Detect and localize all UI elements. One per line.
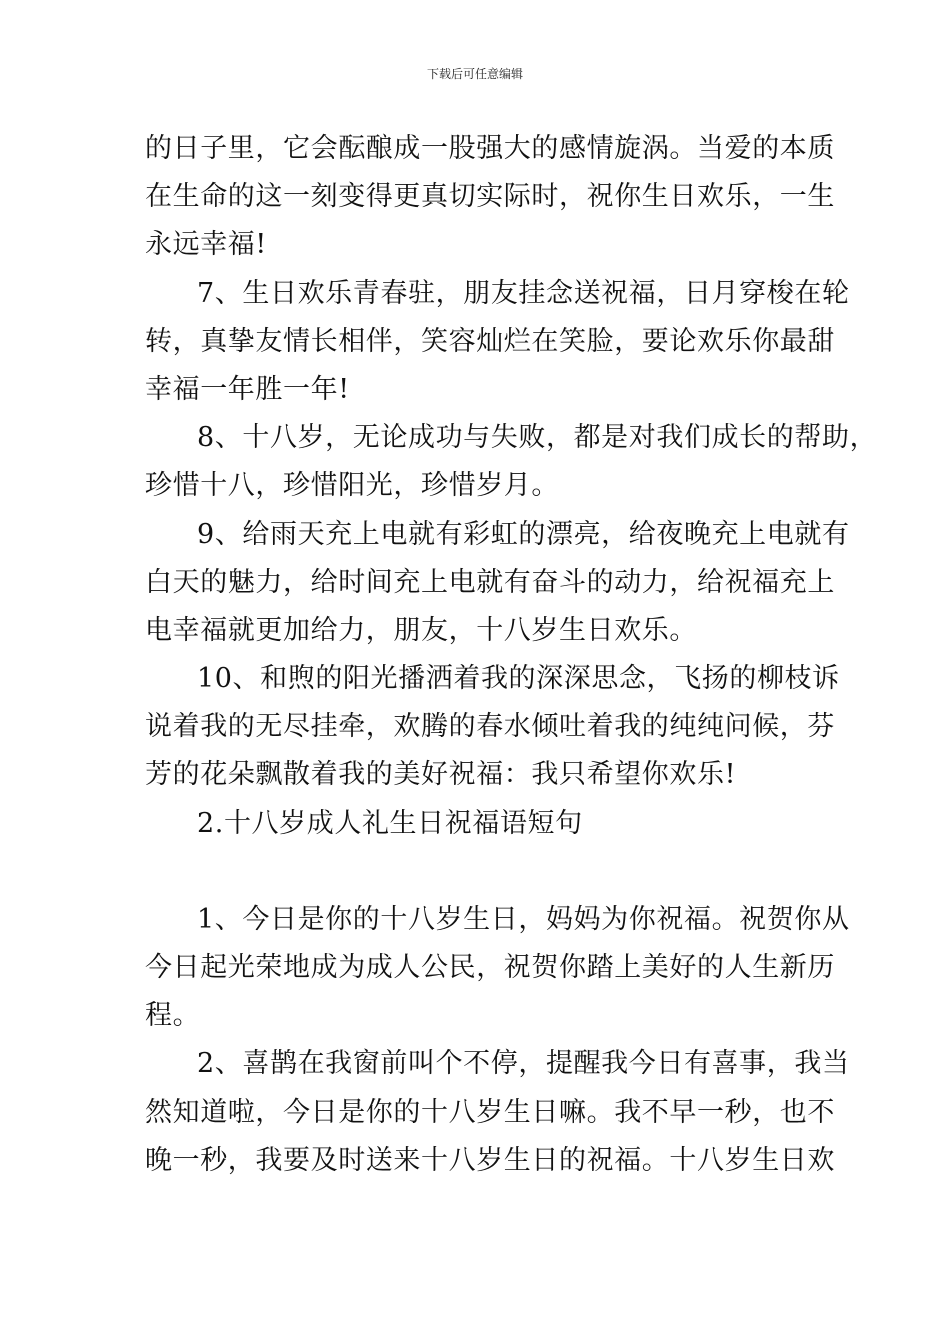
- text-line: 然知道啦，今日是你的十八岁生日嘛。我不早一秒，也不: [145, 1096, 835, 1128]
- text-line: 珍惜十八，珍惜阳光，珍惜岁月。: [145, 470, 559, 502]
- text-line: 程。: [145, 1000, 201, 1032]
- paragraph-9-start: 9、给雨天充上电就有彩虹的漂亮，给夜晚充上电就有: [197, 518, 850, 550]
- paragraph-8-start: 8、十八岁，无论成功与失败，都是对我们成长的帮助，: [197, 422, 878, 454]
- text-line: 转，真挚友情长相伴，笑容灿烂在笑脸，要论欢乐你最甜: [145, 325, 835, 357]
- text-line: 芳的花朵飘散着我的美好祝福：我只希望你欢乐!: [145, 759, 737, 791]
- text-line: 晚一秒，我要及时送来十八岁生日的祝福。十八岁生日欢: [145, 1144, 835, 1176]
- paragraph-1-start: 1、今日是你的十八岁生日，妈妈为你祝福。祝贺你从: [197, 903, 850, 935]
- blank-line: [145, 848, 815, 896]
- text-line: 白天的魅力，给时间充上电就有奋斗的动力，给祝福充上: [145, 566, 835, 598]
- document-body: [145, 125, 878, 1185]
- page-header-note: 下载后可任意编辑: [426, 67, 523, 81]
- paragraph-10-start: 10、和煦的阳光播洒着我的深深思念，飞扬的柳枝诉: [197, 663, 840, 695]
- text-line: 电幸福就更加给力，朋友，十八岁生日欢乐。: [145, 614, 697, 646]
- text-line: 幸福一年胜一年!: [145, 373, 350, 405]
- text-line: 今日起光荣地成为成人公民，祝贺你踏上美好的人生新历: [145, 952, 835, 983]
- text-line: 说着我的无尽挂牵，欢腾的春水倾吐着我的纯纯问候，芬: [145, 711, 835, 743]
- text-line: 永远幸福!: [145, 229, 267, 261]
- text-line: 的日子里，它会酝酿成一股强大的感情旋涡。当爱的本质: [145, 133, 835, 164]
- paragraph-7-start: 7、生日欢乐青春驻，朋友挂念送祝福，日月穿梭在轮: [197, 277, 850, 309]
- paragraph-2-start: 2、喜鹊在我窗前叫个不停，提醒我今日有喜事，我当: [197, 1048, 850, 1080]
- text-line: 在生命的这一刻变得更真切实际时，祝你生日欢乐，一生: [145, 181, 835, 213]
- section-heading: 2.十八岁成人礼生日祝福语短句: [197, 807, 583, 839]
